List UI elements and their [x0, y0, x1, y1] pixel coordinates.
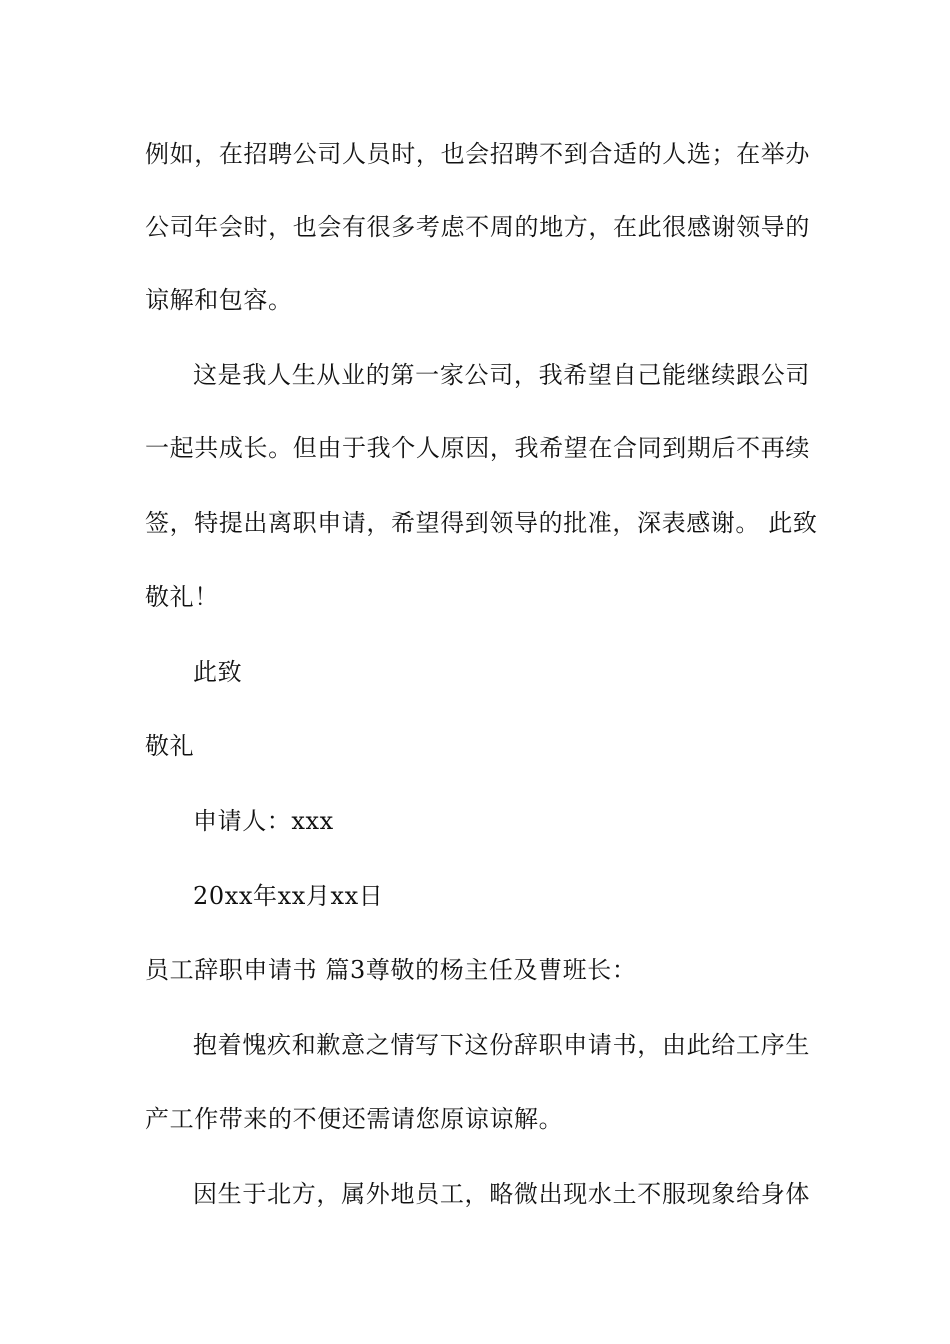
- paragraph-line: 一起共成长。但由于我个人原因，我希望在合同到期后不再续: [145, 434, 810, 462]
- paragraph-line: 谅解和包容。: [145, 286, 293, 314]
- applicant-line: 申请人：xxx: [193, 807, 334, 835]
- paragraph-line: 抱着愧疚和歉意之情写下这份辞职申请书，由此给工序生: [193, 1031, 810, 1059]
- section-heading: 员工辞职申请书 篇3尊敬的杨主任及曹班长：: [145, 956, 637, 984]
- paragraph-line: 因生于北方，属外地员工，略微出现水土不服现象给身体: [193, 1180, 810, 1208]
- paragraph-line: 例如，在招聘公司人员时，也会招聘不到合适的人选；在举办: [145, 140, 810, 168]
- closing-line: 此致: [193, 658, 243, 686]
- paragraph-line: 公司年会时，也会有很多考虑不周的地方，在此很感谢领导的: [145, 213, 810, 241]
- paragraph-line: 这是我人生从业的第一家公司，我希望自己能继续跟公司: [193, 361, 810, 389]
- paragraph-line: 签，特提出离职申请，希望得到领导的批准，深表感谢。 此致: [145, 509, 818, 537]
- date-line: 20xx年xx月xx日: [193, 882, 384, 910]
- paragraph-line: 产工作带来的不便还需请您原谅谅解。: [145, 1105, 564, 1133]
- paragraph-line: 敬礼！: [145, 583, 219, 611]
- closing-salutation: 敬礼: [145, 732, 195, 760]
